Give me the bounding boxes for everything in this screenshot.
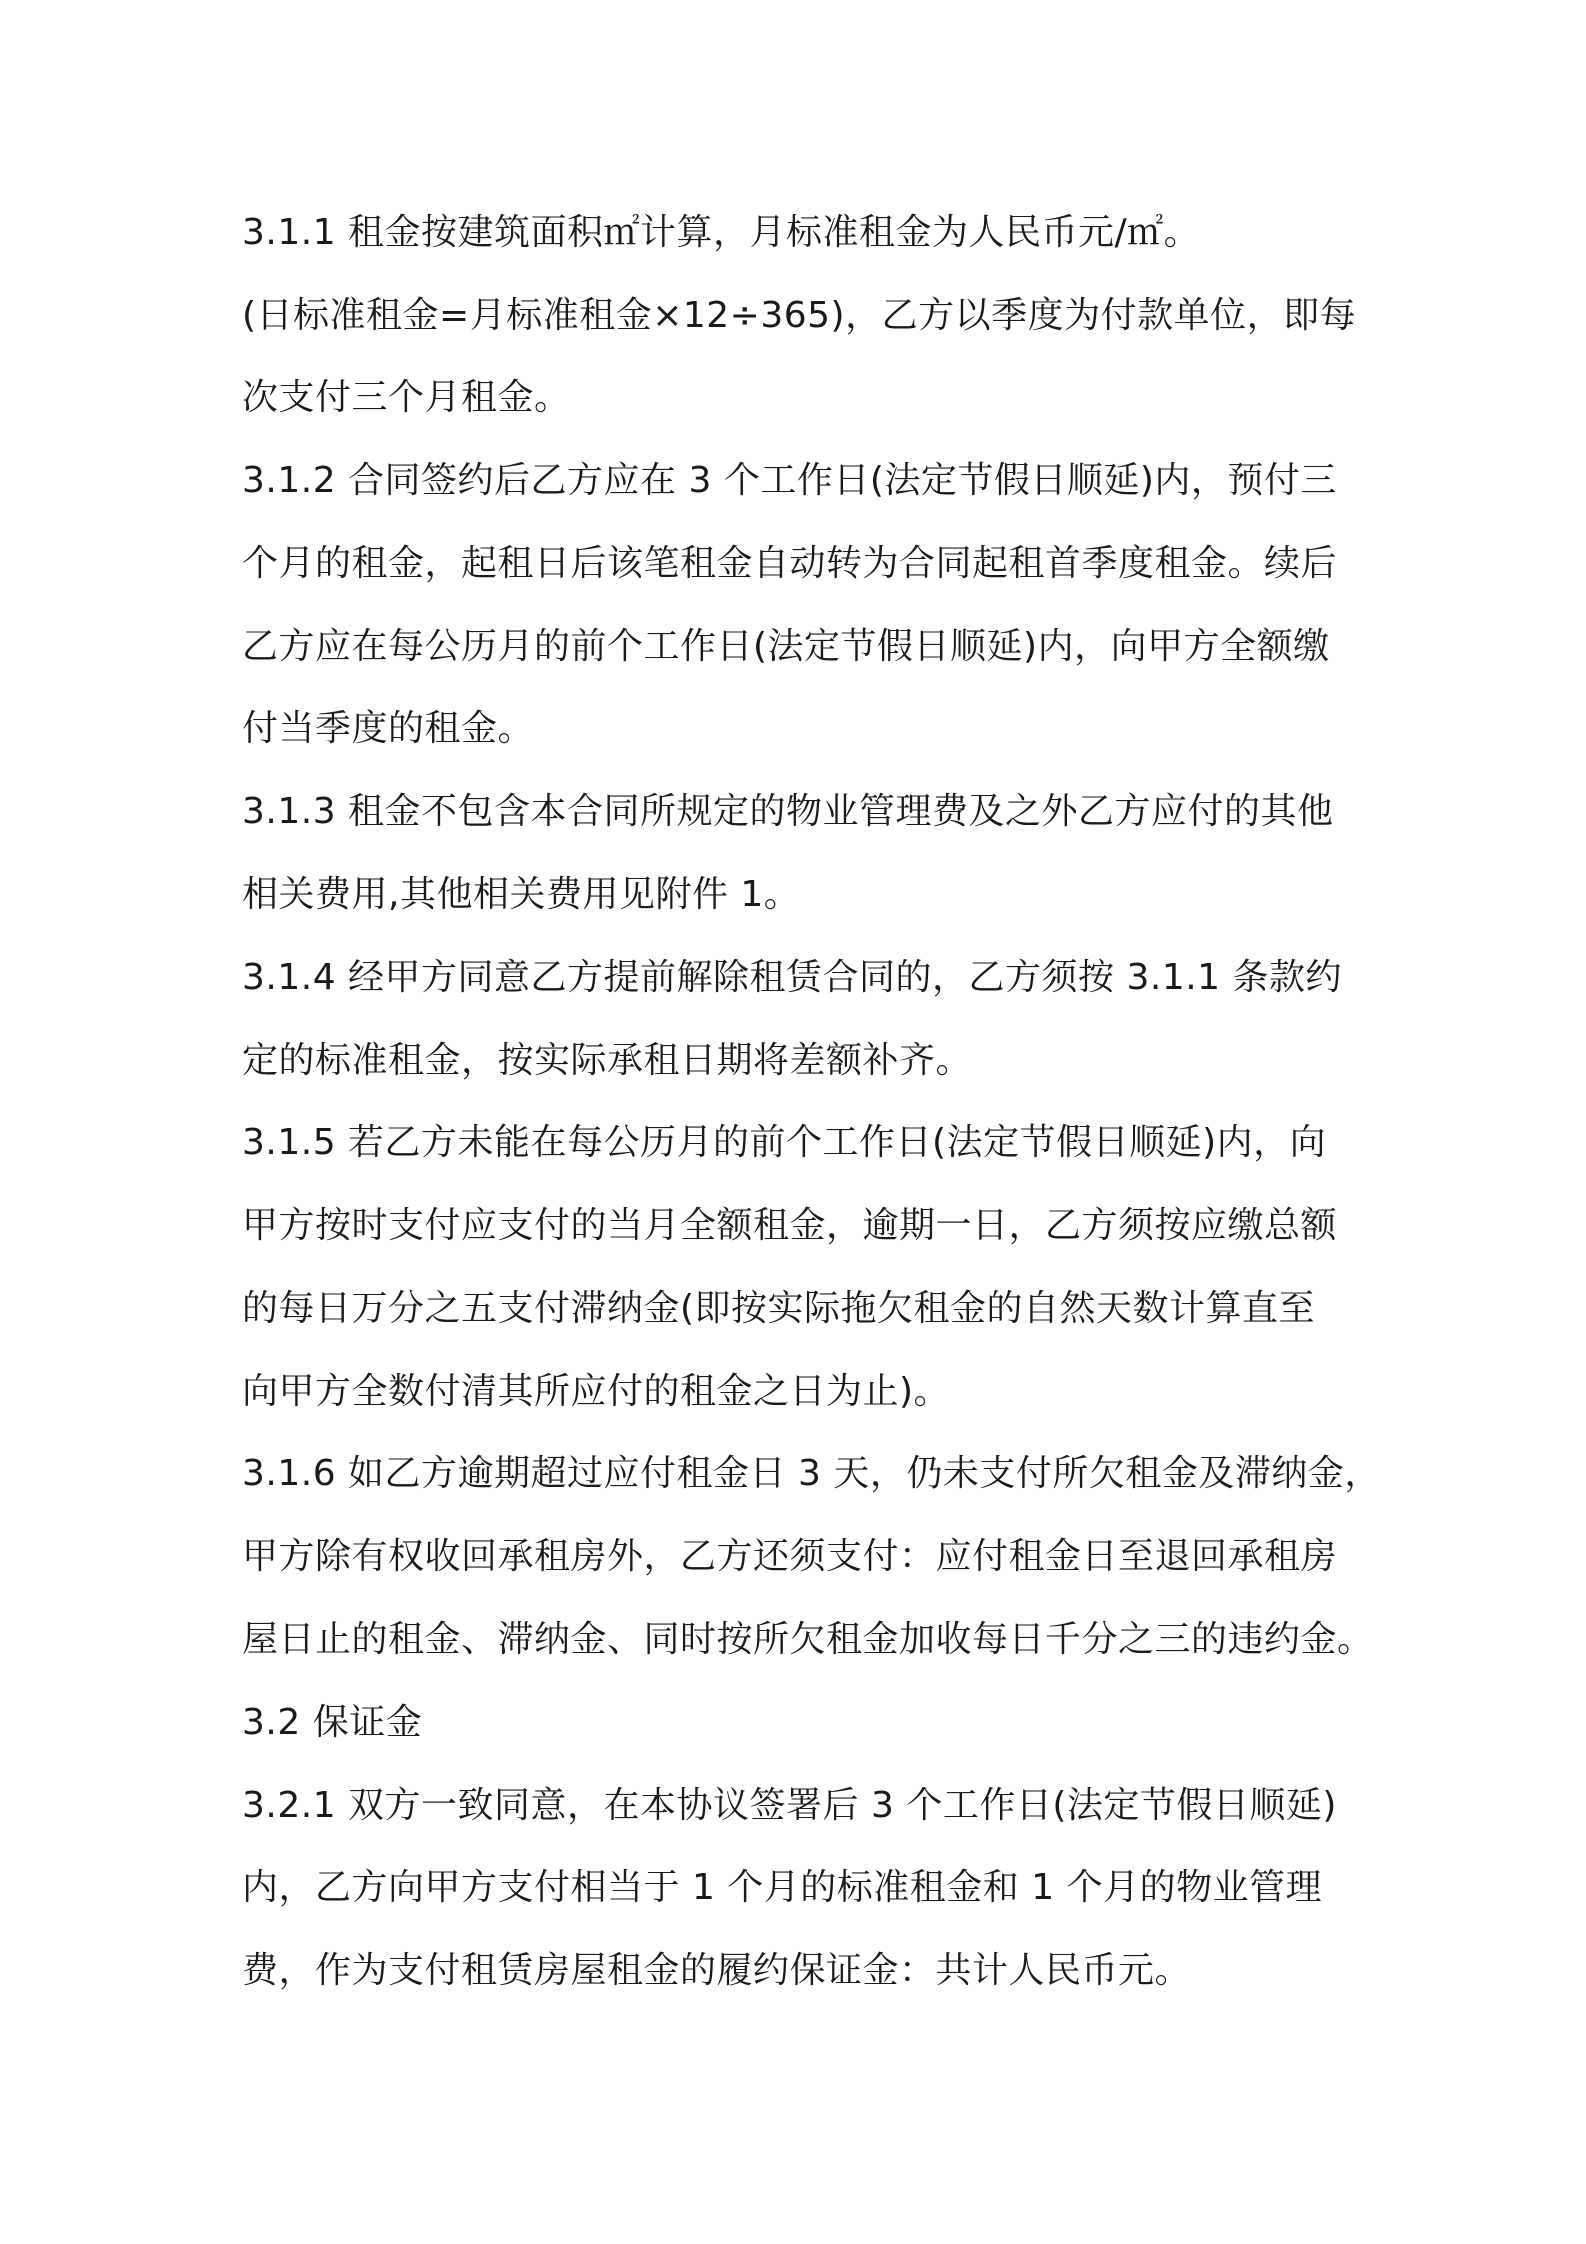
text-line: 屋日止的租金、滞纳金、同时按所欠租金加收每日千分之三的违约金。 (242, 1619, 1374, 1660)
text-line: 向甲方全数付清其所应付的租金之日为止)。 (242, 1371, 951, 1412)
text-line: 3.1.4 经甲方同意乙方提前解除租赁合同的，乙方须按 3.1.1 条款约 (242, 957, 1343, 998)
text-line: 费，作为支付租赁房屋租金的履约保证金：共计人民币元。 (242, 1950, 1192, 1991)
text-line: 付当季度的租金。 (242, 708, 535, 749)
text-line: 3.1.1 租金按建筑面积㎡计算，月标准租金为人民币元/㎡。 (242, 212, 1201, 253)
text-line: 3.2.1 双方一致同意，在本协议签署后 3 个工作日(法定节假日顺延) (242, 1785, 1337, 1826)
text-line: 次支付三个月租金。 (242, 377, 571, 418)
text-line: 个月的租金，起租日后该笔租金自动转为合同起租首季度租金。续后 (242, 543, 1338, 584)
text-line: 乙方应在每公历月的前个工作日(法定节假日顺延)内，向甲方全额缴 (242, 626, 1330, 667)
text-line: 3.1.3 租金不包含本合同所规定的物业管理费及之外乙方应付的其他 (242, 791, 1334, 832)
text-line: 定的标准租金，按实际承租日期将差额补齐。 (242, 1040, 973, 1081)
text-line: (日标准租金=月标准租金×12÷365)，乙方以季度为付款单位，即每 (242, 295, 1357, 336)
text-line: 的每日万分之五支付滞纳金(即按实际拖欠租金的自然天数计算直至 (242, 1288, 1316, 1329)
text-line: 内，乙方向甲方支付相当于 1 个月的标准租金和 1 个月的物业管理 (242, 1867, 1323, 1908)
text-line: 甲方按时支付应支付的当月全额租金，逾期一日，乙方须按应缴总额 (242, 1205, 1338, 1246)
text-line: 甲方除有权收回承租房外，乙方还须支付：应付租金日至退回承租房 (242, 1536, 1338, 1577)
text-line: 3.1.6 如乙方逾期超过应付租金日 3 天，仍未支付所欠租金及滞纳金， (242, 1453, 1381, 1494)
text-line: 3.1.2 合同签约后乙方应在 3 个工作日(法定节假日顺延)内，预付三 (242, 460, 1337, 501)
text-line: 3.1.5 若乙方未能在每公历月的前个工作日(法定节假日顺延)内，向 (242, 1122, 1327, 1163)
text-line: 相关费用,其他相关费用见附件 1。 (242, 874, 801, 915)
section-heading: 3.2 保证金 (242, 1702, 423, 1743)
